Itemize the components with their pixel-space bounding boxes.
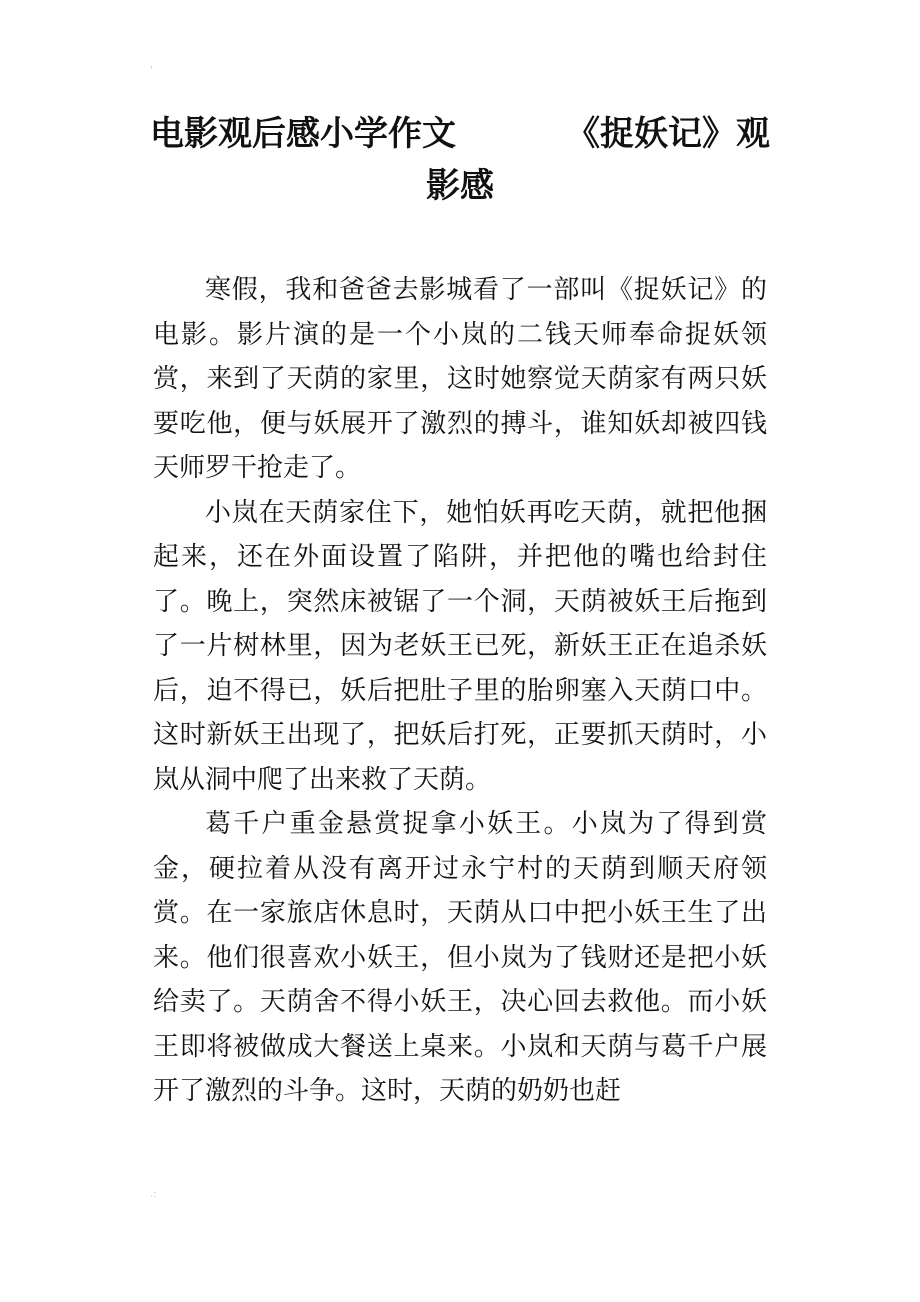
paragraph-3: 葛千户重金悬赏捉拿小妖王。小岚为了得到赏金，硬拉着从没有离开过永宁村的天荫到顺天府领赏。在一家旅店休息时，天荫从口中把小妖王生了出来。他们很喜欢小妖王，但小岚为了钱财还是把小妖给卖了。天荫舍不得小妖王，决心回去救他。而小妖王即将被做成大餐送上桌来。小岚和天荫与葛千户展开了激烈的斗争。这时，天荫的奶奶也赶 — [153, 809, 767, 1106]
corner-mark-bottom: .: — [150, 1189, 157, 1200]
title-part-3: 影感 — [426, 166, 494, 206]
title-line-2 — [150, 160, 770, 212]
title-part-1: 电影观后感小学作文 — [150, 114, 456, 154]
paragraph-1: 寒假，我和爸爸去影城看了一部叫《捉妖记》的电影。影片演的是一个小岚的二钱天师奉命捉妖领赏，来到了天荫的家里，这时她察觉天荫家有两只妖要吃他，便与妖展开了激烈的搏斗，谁知妖却被四钱天师罗干抢走了。 — [153, 275, 767, 483]
document-title — [150, 108, 770, 212]
corner-mark-top: ' — [150, 65, 153, 76]
paragraph-2: 小岚在天荫家住下，她怕妖再吃天荫，就把他捆起来，还在外面设置了陷阱，并把他的嘴也给封住了。晚上，突然床被锯了一个洞，天荫被妖王后拖到了一片树林里，因为老妖王已死，新妖王正在追杀妖后，迫不得已，妖后把肚子里的胎卵塞入天荫口中。这时新妖王出现了，把妖后打死，正要抓天荫时，小岚从洞中爬了出来救了天荫。 — [153, 497, 767, 795]
title-part-2: 《捉妖记》观 — [566, 114, 770, 154]
title-line-1 — [150, 108, 770, 160]
article-body — [153, 268, 767, 1114]
